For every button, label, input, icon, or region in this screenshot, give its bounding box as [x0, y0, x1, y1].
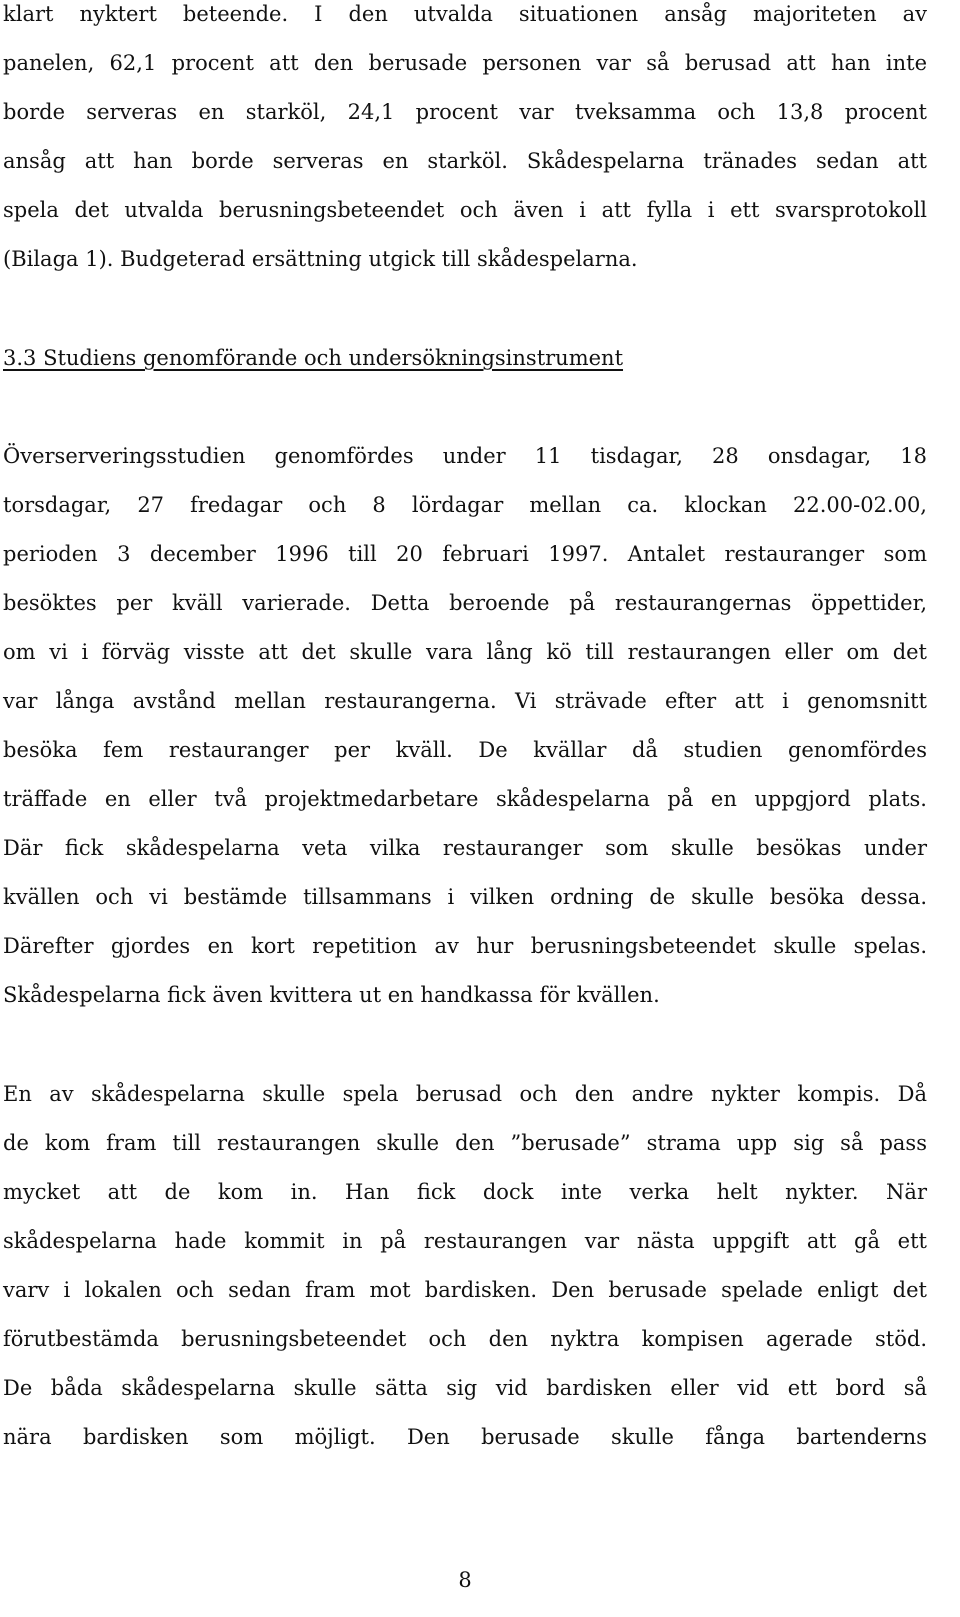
text-line: besöka fem restauranger per kväll. De kvällar då studien genomfördes	[3, 738, 927, 762]
text-line: perioden 3 december 1996 till 20 februari 1997. Antalet restauranger som	[3, 542, 927, 566]
text-line: De båda skådespelarna skulle sätta sig vid bardisken eller vid ett bord så	[3, 1376, 927, 1400]
section-heading: 3.3 Studiens genomförande och undersökningsinstrument	[3, 346, 624, 370]
text-line: spela det utvalda berusningsbeteendet och även i att fylla i ett svarsprotokoll	[3, 198, 927, 222]
text-line: ansåg att han borde serveras en starköl. Skådespelarna tränades sedan att	[3, 149, 927, 173]
paragraph-study-execution	[3, 432, 927, 1020]
text-line: nära bardisken som möjligt. Den berusade skulle fånga bartenderns	[3, 1425, 927, 1449]
text-line: kvällen och vi bestämde tillsammans i vilken ordning de skulle besöka dessa.	[3, 885, 927, 909]
text-line: Överserveringsstudien genomfördes under 11 tisdagar, 28 onsdagar, 18	[3, 444, 927, 468]
text-line: träffade en eller två projektmedarbetare skådespelarna på en uppgjord plats.	[3, 787, 927, 811]
text-line: besöktes per kväll varierade. Detta beroende på restaurangernas öppettider,	[3, 591, 927, 615]
text-line: panelen, 62,1 procent att den berusade personen var så berusad att han inte	[3, 51, 927, 75]
page-number: 8	[458, 1568, 472, 1592]
paragraph-panel-assessment	[3, 0, 927, 284]
text-line: skådespelarna hade kommit in på restaurangen var nästa uppgift att gå ett	[3, 1229, 927, 1253]
paragraph-actor-procedure	[3, 1070, 927, 1462]
text-line: klart nyktert beteende. I den utvalda situationen ansåg majoriteten av	[3, 2, 927, 26]
text-line: Därefter gjordes en kort repetition av hur berusningsbeteendet skulle spelas.	[3, 934, 927, 958]
text-line: mycket att de kom in. Han fick dock inte verka helt nykter. När	[3, 1180, 927, 1204]
text-line: var långa avstånd mellan restaurangerna. Vi strävade efter att i genomsnitt	[3, 689, 927, 713]
text-line: varv i lokalen och sedan fram mot bardisken. Den berusade spelade enligt det	[3, 1278, 927, 1302]
text-line: borde serveras en starköl, 24,1 procent var tveksamma och 13,8 procent	[3, 100, 927, 124]
text-line: torsdagar, 27 fredagar och 8 lördagar mellan ca. klockan 22.00-02.00,	[3, 493, 927, 517]
text-line: de kom fram till restaurangen skulle den ”berusade” strama upp sig så pass	[3, 1131, 927, 1155]
text-line: En av skådespelarna skulle spela berusad och den andre nykter kompis. Då	[3, 1082, 927, 1106]
text-line: förutbestämda berusningsbeteendet och den nyktra kompisen agerade stöd.	[3, 1327, 927, 1351]
text-line: (Bilaga 1). Budgeterad ersättning utgick till skådespelarna.	[3, 247, 638, 271]
text-line: Där fick skådespelarna veta vilka restauranger som skulle besökas under	[3, 836, 927, 860]
text-line: om vi i förväg visste att det skulle vara lång kö till restaurangen eller om det	[3, 640, 927, 664]
text-line: Skådespelarna fick även kvittera ut en handkassa för kvällen.	[3, 983, 660, 1007]
